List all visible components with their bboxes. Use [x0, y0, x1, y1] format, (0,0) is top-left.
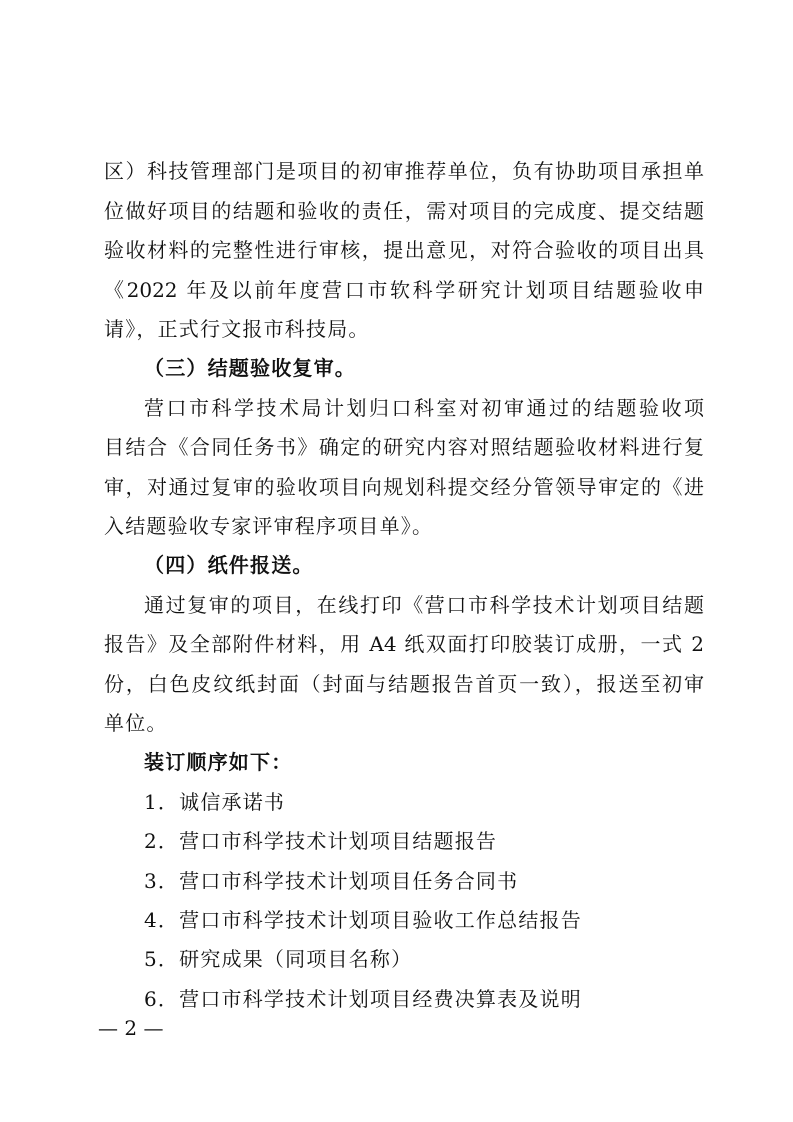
- list-item: 1．诚信承诺书: [144, 790, 286, 814]
- paragraph-line: 通过复审的项目，在线打印《营口市科学技术计划项目结题: [144, 593, 704, 617]
- list-item: 4．营口市科学技术计划项目验收工作总结报告: [144, 908, 582, 932]
- section-heading: （三）结题验收复审。: [144, 356, 356, 380]
- paragraph-line: 验收材料的完整性进行审核，提出意见，对符合验收的项目出具: [104, 238, 704, 262]
- page-number: — 2 —: [98, 1016, 164, 1040]
- binding-order-heading: 装订顺序如下：: [144, 750, 293, 774]
- paragraph-line: 报告》及全部附件材料，用 A4 纸双面打印胶装订成册，一式 2: [104, 632, 704, 656]
- list-item: 2．营口市科学技术计划项目结题报告: [144, 829, 498, 853]
- paragraph-line: 份，白色皮纹纸封面（封面与结题报告首页一致），报送至初审: [104, 672, 704, 696]
- paragraph-line: 入结题验收专家评审程序项目单》。: [104, 514, 434, 538]
- paragraph-line: 营口市科学技术局计划归口科室对初审通过的结题验收项: [144, 396, 704, 420]
- list-item: 3．营口市科学技术计划项目任务合同书: [144, 869, 519, 893]
- paragraph-line: 请》，正式行文报市科技局。: [104, 317, 370, 341]
- paragraph-line: 《2022 年及以前年度营口市软科学研究计划项目结题验收申: [104, 278, 704, 302]
- paragraph-line: 区）科技管理部门是项目的初审推荐单位，负有协助项目承担单: [104, 159, 704, 183]
- paragraph-line: 目结合《合同任务书》确定的研究内容对照结题验收材料进行复: [104, 435, 704, 459]
- paragraph-line: 位做好项目的结题和验收的责任，需对项目的完成度、提交结题: [104, 199, 704, 223]
- section-heading: （四）纸件报送。: [144, 553, 314, 577]
- paragraph-line: 单位。: [104, 711, 168, 735]
- list-item: 5．研究成果（同项目名称）: [144, 947, 413, 971]
- paragraph-line: 审，对通过复审的验收项目向规划科提交经分管领导审定的《进: [104, 475, 704, 499]
- list-item: 6．营口市科学技术计划项目经费决算表及说明: [144, 987, 582, 1011]
